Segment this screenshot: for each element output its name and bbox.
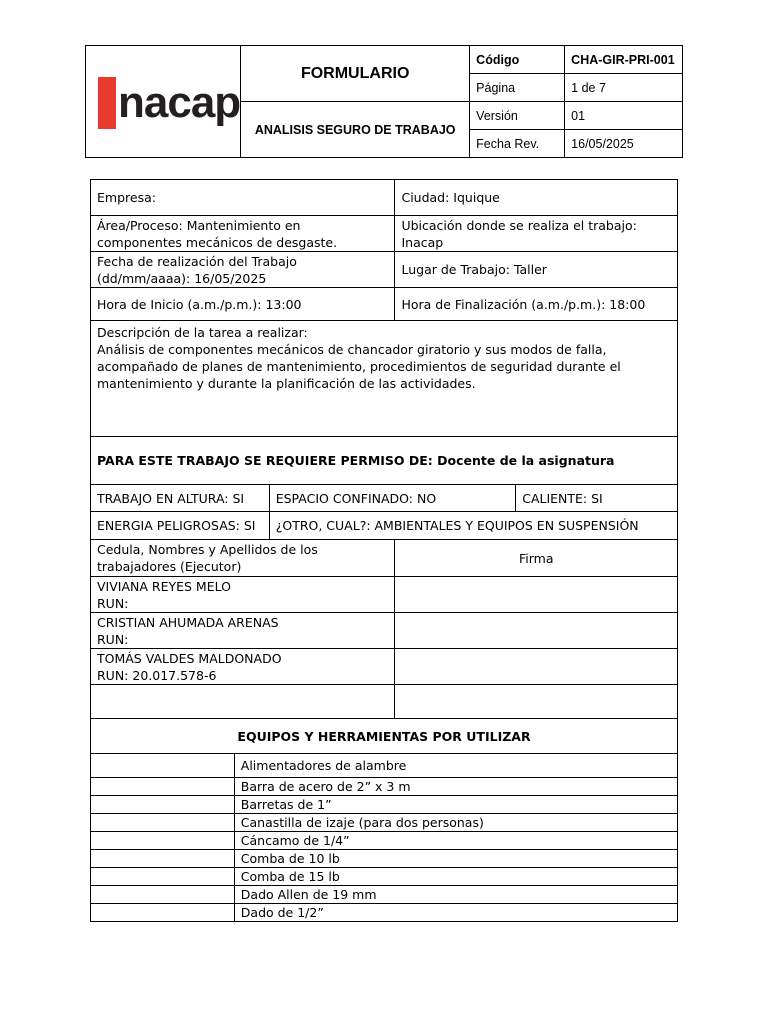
worker-run: RUN: <box>97 595 129 611</box>
document-header <box>85 45 683 158</box>
equipo-item: Canastilla de izaje (para dos personas) <box>234 814 677 832</box>
equipos-blank-cell <box>91 868 235 886</box>
equipos-title: EQUIPOS Y HERRAMIENTAS POR UTILIZAR <box>91 719 678 754</box>
form-title: FORMULARIO <box>300 64 410 82</box>
energia-peligrosa-field: ENERGIA PELIGROSAS: SI <box>91 512 270 540</box>
firma-cell <box>395 649 678 685</box>
worker-row <box>91 577 395 613</box>
equipo-item: Cáncamo de 1/4” <box>234 832 677 850</box>
hora-inicio-field: Hora de Inicio (a.m./p.m.): 13:00 <box>91 288 395 321</box>
equipo-item: Dado Allen de 19 mm <box>234 886 677 904</box>
worker-row-empty <box>91 685 395 719</box>
firma-cell <box>395 613 678 649</box>
worker-name: VIVIANA REYES MELO <box>97 578 231 594</box>
header-label: Versión <box>470 102 565 130</box>
equipos-blank-cell <box>91 814 235 832</box>
equipos-blank-cell <box>91 850 235 868</box>
equipos-blank-cell <box>91 754 235 778</box>
permiso-title: PARA ESTE TRABAJO SE REQUIERE PERMISO DE: Docente de la asignatura <box>91 437 678 485</box>
ciudad-field: Ciudad: Iquique <box>395 180 678 216</box>
logo-text: nacap <box>118 77 241 127</box>
work-analysis-table <box>90 179 678 922</box>
worker-name: CRISTIAN AHUMADA ARENAS <box>97 614 279 630</box>
inacap-logo <box>86 73 240 131</box>
equipo-item: Barretas de 1” <box>234 796 677 814</box>
espacio-confinado-field: ESPACIO CONFINADO: NO <box>269 485 516 512</box>
equipo-item: Alimentadores de alambre <box>234 754 677 778</box>
logo-cell <box>86 46 241 158</box>
header-label: Página <box>470 74 565 102</box>
equipo-item: Comba de 10 lb <box>234 850 677 868</box>
worker-name: TOMÁS VALDES MALDONADO <box>97 650 282 666</box>
descripcion-label: Descripción de la tarea a realizar: <box>97 325 308 340</box>
logo-mark-icon <box>98 77 116 129</box>
equipo-item: Comba de 15 lb <box>234 868 677 886</box>
worker-run: RUN: <box>97 631 129 647</box>
form-subtitle: ANALISIS SEGURO DE TRABAJO <box>254 122 456 137</box>
area-proceso-field: Área/Proceso: Mantenimiento en componentes mecánicos de desgaste. <box>91 216 395 252</box>
empresa-field: Empresa: <box>91 180 395 216</box>
equipos-blank-cell <box>91 904 235 922</box>
equipos-blank-cell <box>91 778 235 796</box>
equipos-blank-cell <box>91 832 235 850</box>
equipo-item: Dado de 1/2” <box>234 904 677 922</box>
ubicacion-field: Ubicación donde se realiza el trabajo: Inacap <box>395 216 678 252</box>
hora-fin-field: Hora de Finalización (a.m./p.m.): 18:00 <box>395 288 678 321</box>
form-title-cell <box>241 46 470 102</box>
worker-row <box>91 613 395 649</box>
worker-row <box>91 649 395 685</box>
firma-cell <box>395 685 678 719</box>
worker-run: RUN: 20.017.578-6 <box>97 667 217 683</box>
firma-cell <box>395 577 678 613</box>
trabajo-altura-field: TRABAJO EN ALTURA: SI <box>91 485 270 512</box>
lugar-field: Lugar de Trabajo: Taller <box>395 252 678 288</box>
header-value: CHA-GIR-PRI-001 <box>565 46 683 74</box>
descripcion-text: Análisis de componentes mecánicos de chancador giratorio y sus modos de falla, acompañado de planes de mantenimiento, procedimientos de seguridad durante el mantenimiento y durante la planificación de las actividades. <box>97 342 621 391</box>
descripcion-cell <box>91 321 678 437</box>
trabajadores-header: Cedula, Nombres y Apellidos de los trabajadores (Ejecutor) <box>91 540 395 577</box>
caliente-field: CALIENTE: SI <box>516 485 678 512</box>
header-label: Fecha Rev. <box>470 130 565 158</box>
header-label: Código <box>470 46 565 74</box>
header-value: 01 <box>565 102 683 130</box>
form-subtitle-cell <box>241 102 470 158</box>
header-value: 16/05/2025 <box>565 130 683 158</box>
firma-header: Firma <box>395 540 678 577</box>
fecha-field: Fecha de realización del Trabajo (dd/mm/aaaa): 16/05/2025 <box>91 252 395 288</box>
header-value: 1 de 7 <box>565 74 683 102</box>
equipo-item: Barra de acero de 2” x 3 m <box>234 778 677 796</box>
equipos-blank-cell <box>91 796 235 814</box>
otro-field: ¿OTRO, CUAL?: AMBIENTALES Y EQUIPOS EN SUSPENSIÓN <box>269 512 677 540</box>
equipos-blank-cell <box>91 886 235 904</box>
